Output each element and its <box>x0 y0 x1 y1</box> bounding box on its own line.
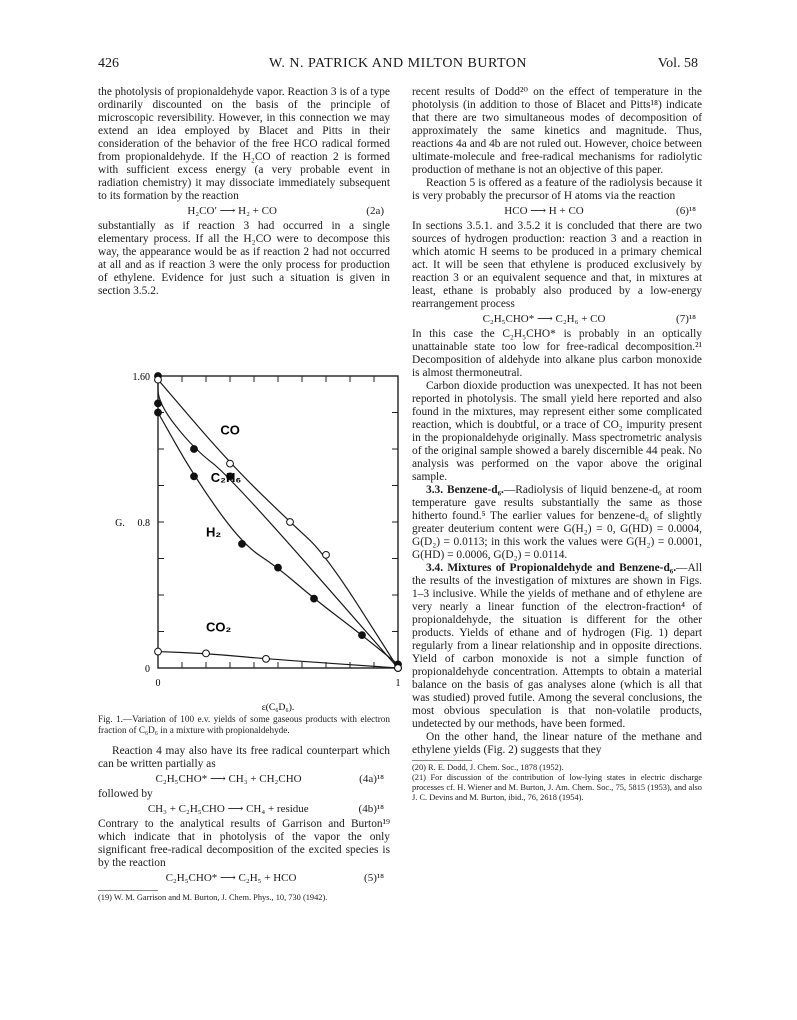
series-label: H₂ <box>206 524 222 540</box>
section-3-4: 3.4. Mixtures of Propionaldehyde and Benzene-d₆.—All the results of the investigation of mixtures are shown in Figs. 1–3 inclusive. While the yields of methane and of ethylene are very nearly a linear function of the electron-fraction⁴ of propionaldehyde, the situation is different for the other products. Yields of ethane and of hydrogen (Fig. 1) depart regularly from a linear relationship and in opposite directions. Yield of carbon monoxide is not a simple function of propionaldehyde concentration. Attempts to obtain a material balance on the basis of gas analyses alone (which is all that was studied) proved futile. Among the several conclusions, the most obvious speculation is that non-volatile products, undetected by our methods, have been formed. <box>412 562 702 730</box>
footnote-19: (19) W. M. Garrison and M. Burton, J. Chem. Phys., 10, 730 (1942). <box>98 893 328 903</box>
paragraph: Carbon dioxide production was unexpected. It has not been reported in photolysis. The small yield here reported and also found in the mixtures, may represent either some complicated reaction, which is doubtful, or a trace of CO₂ impurity present in the propionaldehyde originally. Mass spectrometric analysis of the original sample showed a barely discernible 44 peak. No analysis was performed on the vapor above the original sample. <box>412 380 702 483</box>
data-point <box>203 650 210 657</box>
data-point <box>155 409 162 416</box>
section-heading: 3.3. Benzene-d₆. <box>426 484 504 496</box>
series-label: CO₂ <box>206 619 232 635</box>
paragraph: substantially as if reaction 3 had occurred in a single elementary process. If all the H₂CO were to decompose this way, the appearance would be as if reaction 2 had not occurred at all and as if reaction 3 were the only process for production of ethylene. Evidence for just such a situation is given in section 3.5.2. <box>98 220 390 297</box>
paragraph: Contrary to the analytical results of Garrison and Burton¹⁹ which indicate that in photolysis of the vapor the only significant free-radical decomposition of the excited species is by the reaction <box>98 818 390 870</box>
y-tick-label: 0.8 <box>137 518 150 529</box>
series-label: C₂H₆ <box>210 469 242 485</box>
y-tick-label: 1.60 <box>132 372 150 383</box>
page-number: 426 <box>98 56 119 71</box>
right-column <box>412 86 702 803</box>
footnote-20: (20) R. E. Dodd, J. Chem. Soc., 1878 (1952). <box>412 763 564 772</box>
data-point <box>323 551 330 558</box>
data-point <box>191 446 198 453</box>
figure-caption: Fig. 1.—Variation of 100 e.v. yields of some gaseous products with electron fraction of C₆D₆ in a mixture with propionaldehyde. <box>98 714 390 735</box>
y-tick-label: 0 <box>145 664 150 675</box>
paragraph: recent results of Dodd²⁰ on the effect of temperature in the photolysis (in addition to those of Blacet and Pitts¹⁸) indicate that there are two simultaneous modes of decomposition of approximately the same kinetics and magnitude. Thus, reactions 4a and 4b are not ruled out. However, choice between ultimate-molecule and free-radical mechanisms for radiolytic production of methane is not an objective of this paper. <box>412 86 702 176</box>
x-tick-label: 0 <box>155 678 161 689</box>
equation-6: HCO ⟶ H + CO (6)¹⁸ <box>504 205 696 217</box>
paragraph: Reaction 4 may also have its free radical counterpart which can be written partially as <box>98 745 390 771</box>
data-point <box>275 564 282 571</box>
data-point <box>155 648 162 655</box>
equation-2a: H₂CO′ ⟶ H₂ + CO (2a) <box>187 205 384 217</box>
authors: W. N. PATRICK AND MILTON BURTON <box>268 56 528 71</box>
chart-svg <box>98 360 401 760</box>
section-heading: 3.4. Mixtures of Propionaldehyde and Benzene-d₆. <box>426 562 677 574</box>
data-point <box>155 400 162 407</box>
footnote-21: (21) For discussion of the contribution of low-lying states in electric discharge processes cf. H. Wiener and M. Burton, J. Am. Chem. Soc., 75, 5815 (1953), and also J. C. Devins and M. Burton, ibid., 76, 2618 (1954). <box>412 773 702 802</box>
footnote-rule <box>98 890 158 891</box>
data-point <box>191 473 198 480</box>
paragraph: followed by <box>98 788 153 801</box>
data-point <box>227 460 234 467</box>
equation-4a: C₂H₅CHO* ⟶ CH₃ + CH₂CHO (4a)¹⁸ <box>155 773 384 786</box>
series-line <box>158 376 398 668</box>
equation-5: C₂H₅CHO* ⟶ C₂H₅ + HCO (5)¹⁸ <box>165 872 384 885</box>
plot-frame <box>158 376 398 668</box>
figure-1 <box>98 360 401 760</box>
series-line <box>158 380 398 668</box>
series-label: CO <box>220 422 240 438</box>
data-point <box>155 376 162 383</box>
equation-4b: CH₃ + C₂H₅CHO ⟶ CH₄ + residue (4b)¹⁸ <box>147 803 384 816</box>
paragraph: Reaction 5 is offered as a feature of the radiolysis because it is very probably the precursor of H atoms via the reaction <box>412 177 702 202</box>
x-axis-label: ε(C₆D₆). <box>261 703 295 713</box>
footnote-rule <box>412 760 472 761</box>
data-point <box>239 541 246 548</box>
running-header <box>98 56 698 76</box>
section-3-3: 3.3. Benzene-d₆.—Radiolysis of liquid benzene-d₆ at room temperature gave results substantially the same as those hitherto found.⁵ The earlier values for benzene-d₆ of slightly greater deuterium content were G(H₂) = 0, G(HD) = 0.0004, G(D₂) = 0.0113; in this work the values were G(H₂) = 0.0001, G(HD) = 0.0006, G(D₂) = 0.0114. <box>412 484 702 561</box>
data-point <box>287 519 294 526</box>
y-axis-label: G. <box>115 518 125 529</box>
paragraph: In this case the C₂H₅CHO* is probably in an optically unattainable state too low for free-radical decomposition.²¹ Decomposition of aldehyde into alkane plus carbon monoxide is almost thermoneutral. <box>412 328 702 379</box>
paragraph: In sections 3.5.1. and 3.5.2 it is concluded that there are two sources of hydrogen production: reaction 3 and a reaction in which atomic H seems to be produced in a primary chemical act. It will be seen that ethylene is produced exclusively by reaction 3 or an equivalent sequence and that, in mixtures at least, ethane is probably also produced by a low-energy rearrangement process <box>412 220 702 310</box>
data-point <box>263 655 270 662</box>
data-point <box>311 595 318 602</box>
paragraph: On the other hand, the linear nature of the methane and ethylene yields (Fig. 2) suggests that they <box>412 731 702 756</box>
x-tick-label: 1 <box>395 678 401 689</box>
data-point <box>359 632 366 639</box>
equation-7: C₂H₅CHO* ⟶ C₂H₆ + CO (7)¹⁸ <box>482 313 696 325</box>
volume: Vol. 58 <box>657 56 698 71</box>
data-point <box>395 665 402 672</box>
paragraph: the photolysis of propionaldehyde vapor. Reaction 3 is of a type ordinarily discounted on the basis of the principle of microscopic reversibility. However, in this connection we may extend an idea employed by Blacet and Pitts in their consideration of the behavior of the free HCO radical formed from propionaldehyde. If the H₂CO of reaction 2 is formed with sufficient excess energy (a very probable event in radiation chemistry) it may dissociate immediately subsequent to its formation by the reaction <box>98 86 390 202</box>
